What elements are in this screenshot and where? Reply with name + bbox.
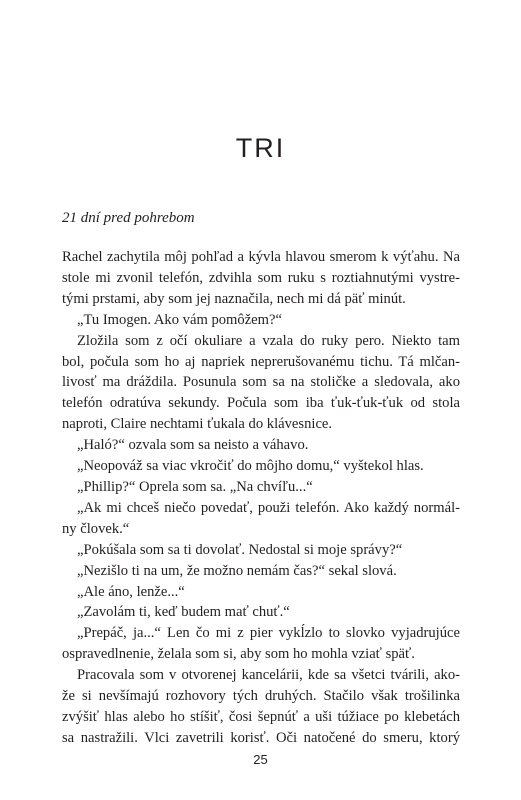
text-line: ny človek.“ (62, 520, 130, 537)
text-line: „Ak mi chceš niečo povedať, použi telefón. Ako každý normál- (77, 499, 460, 516)
text-line: Rachel zachytila môj pohľad a kývla hlavou smerom k výťahu. Na (62, 249, 460, 265)
text-line: zvýšiť hlas alebo ho stíšiť, čosi šepnúť a uši túžiace po klebetách (62, 708, 460, 725)
text-line: „Haló?“ ozvala som sa neisto a váhavo. (77, 437, 309, 454)
text-line: Zložila som z očí okuliare a vzala do ruky pero. Niekto tam (77, 332, 460, 349)
text-line: sa nastražili. Vlci zavetrili korisť. Oči natočené do smeru, ktorý (62, 729, 460, 746)
text-line: Pracovala som v otvorenej kancelárii, kde sa všetci tvárili, ako- (77, 667, 460, 684)
text-line: ospravedlnenie, želala som si, aby som ho mohla vziať späť. (62, 646, 415, 663)
text-line: telefón odratúva sekundy. Počula som iba ťuk-ťuk-ťuk od stola (62, 395, 460, 412)
text-line: „Prepáč, ja...“ Len čo mi z pier vykĺzlo to slovko vyjadrujúce (77, 625, 460, 642)
body-text (62, 247, 460, 749)
text-line: „Nezišlo ti na um, že možno nemám čas?“ sekal slová. (77, 562, 397, 579)
text-line: bol, počula som ho aj napriek neprerušovanému tichu. Tá mlčan- (62, 353, 460, 370)
text-line: že si nevšímajú rozhovory tých druhých. Stačilo však trošilinka (62, 688, 460, 705)
text-line: stole mi zvonil telefón, zdvihla som ruku s roztiahnutými vystre- (62, 269, 460, 286)
page-number: 25 (253, 752, 268, 767)
text-line: „Phillip?“ Oprela som sa. „Na chvíľu...“ (77, 478, 313, 495)
text-line: „Neopováž sa viac vkročiť do môjho domu,“ vyštekol hlas. (77, 458, 424, 475)
chapter-title: TRI (235, 133, 286, 163)
text-line: „Pokúšala som sa ti dovolať. Nedostal si moje správy?“ (77, 541, 403, 558)
text-line: „Zavolám ti, keď budem mať chuť.“ (77, 604, 290, 621)
text-line: „Ale áno, lenže...“ (77, 583, 185, 600)
text-line: tými prstami, aby som jej naznačila, nech mi dá päť minút. (62, 290, 406, 307)
text-line: „Tu Imogen. Ako vám pomôžem?“ (77, 311, 282, 328)
chapter-subtitle: 21 dní pred pohrebom (62, 210, 195, 226)
text-line: livosť ma dráždila. Posunula som sa na stoličke a sledovala, ako (62, 374, 460, 391)
text-line: naproti, Claire nechtami ťukala do klávesnice. (62, 416, 333, 433)
